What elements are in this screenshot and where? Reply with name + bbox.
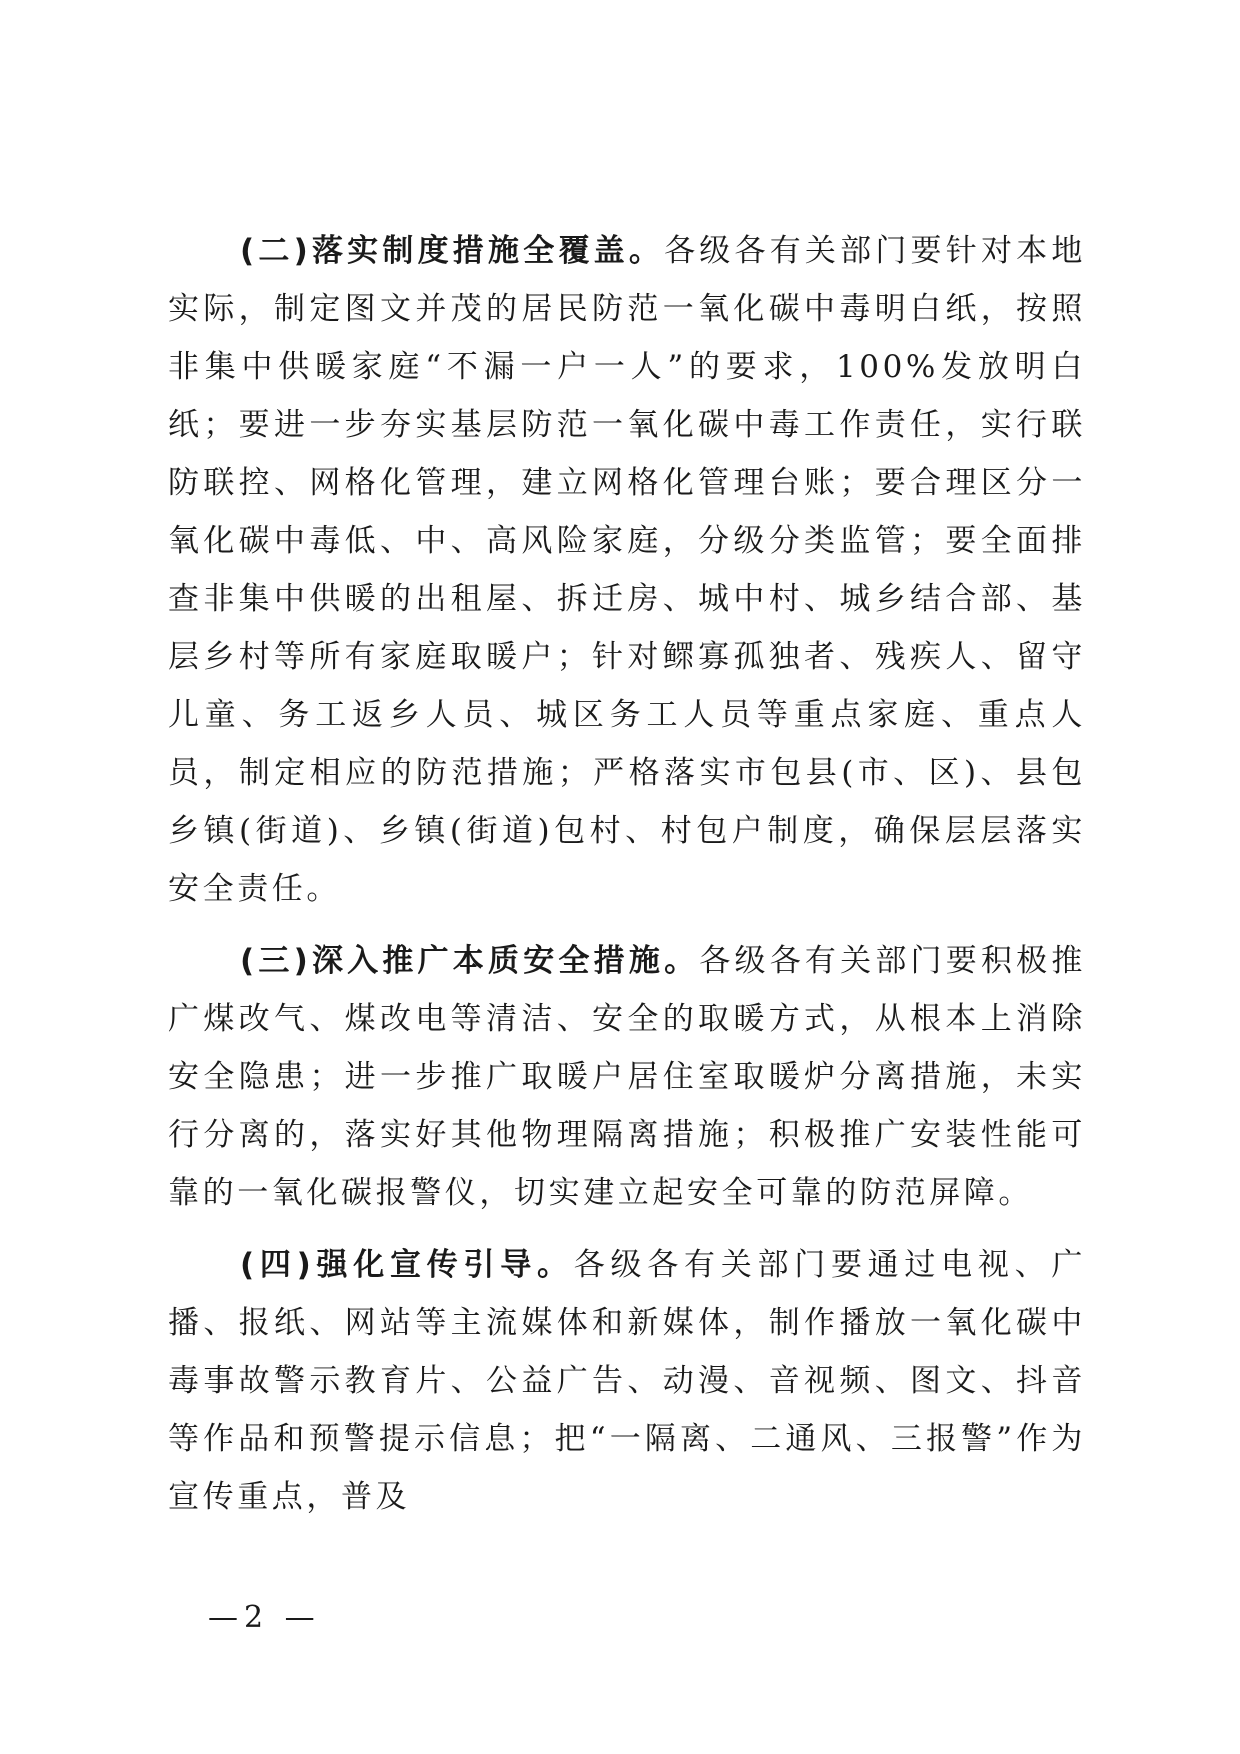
paragraph-text: 各级各有关部门要针对本地实际，制定图文并茂的居民防范一氧化碳中毒明白纸，按照非集中供暖家庭“不漏一户一人”的要求，100%发放明白纸；要进一步夯实基层防范一氧化碳中毒工作责任，实行联防联控、网格化管理，建立网格化管理台账；要合理区分一氧化碳中毒低、中、高风险家庭，分级分类监管；要全面排查非集中供暖的出租屋、拆迁房、城中村、城乡结合部、基层乡村等所有家庭取暖户；针对鳏寡孤独者、残疾人、留守儿童、务工返乡人员、城区务工人员等重点家庭、重点人员，制定相应的防范措施；严格落实市包县(市、区)、县包乡镇(街道)、乡镇(街道)包村、村包户制度，确保层层落实安全责任。 bbox=[168, 233, 1086, 907]
paragraph-heading: (四)强化宣传引导。 bbox=[240, 1247, 574, 1283]
paragraph-4 bbox=[168, 1236, 1086, 1526]
paragraph-text: 各级各有关部门要通过电视、广播、报纸、网站等主流媒体和新媒体，制作播放一氧化碳中毒事故警示教育片、公益广告、动漫、音视频、图文、抖音等作品和预警提示信息；把“一隔离、二通风、三报警”作为宣传重点，普及 bbox=[168, 1247, 1086, 1515]
paragraph-text: 各级各有关部门要积极推广煤改气、煤改电等清洁、安全的取暖方式，从根本上消除安全隐患；进一步推广取暖户居住室取暖炉分离措施，未实行分离的，落实好其他物理隔离措施；积极推广安装性能可靠的一氧化碳报警仪，切实建立起安全可靠的防范屏障。 bbox=[168, 943, 1086, 1211]
document-body bbox=[168, 222, 1086, 1526]
paragraph-2 bbox=[168, 222, 1086, 918]
paragraph-heading: (二)落实制度措施全覆盖。 bbox=[240, 233, 665, 269]
page-number: —2 — bbox=[208, 1600, 321, 1635]
paragraph-3 bbox=[168, 932, 1086, 1222]
paragraph-heading: (三)深入推广本质安全措施。 bbox=[240, 943, 700, 979]
